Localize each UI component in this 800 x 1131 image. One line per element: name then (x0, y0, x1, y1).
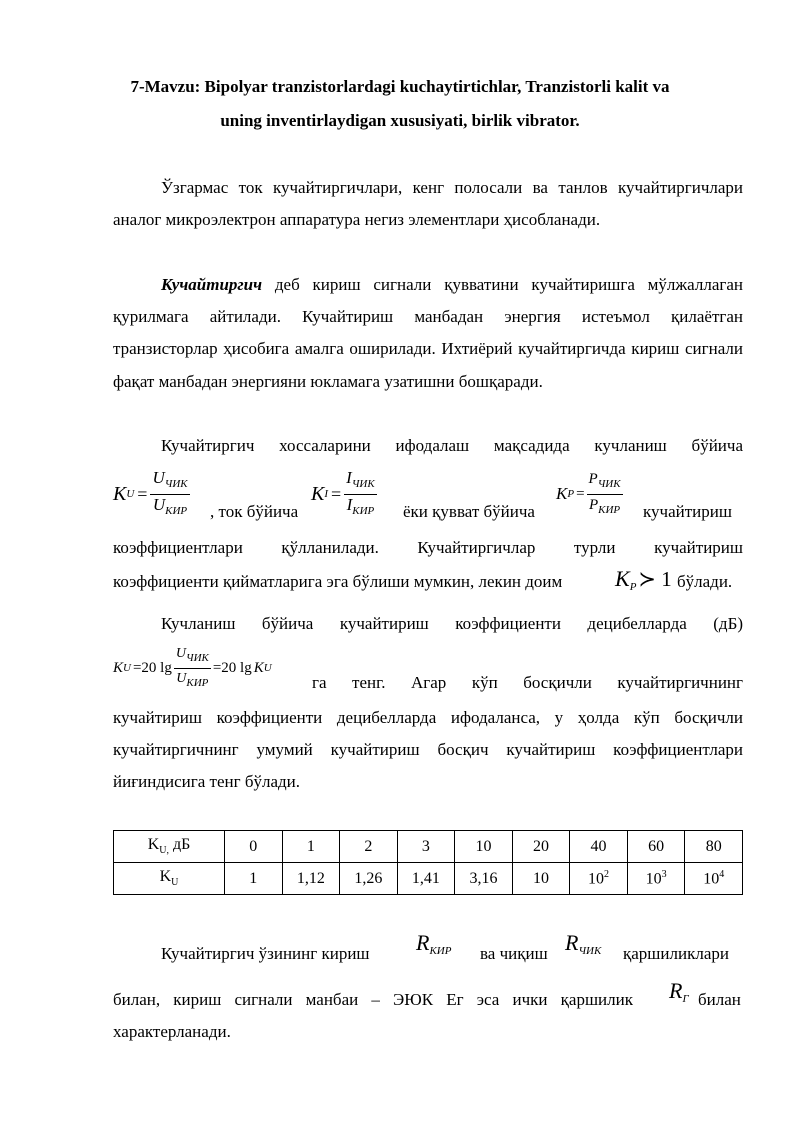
paragraph-5-line-2-text: билан, кириш сигнали манбаи – ЭЮК Ег эса ички қаршилик (113, 990, 633, 1009)
gain-formulas-line (113, 466, 743, 530)
table-cell (570, 863, 628, 895)
kp-greater-one (615, 566, 672, 593)
formula-r: R (416, 930, 430, 955)
after-ki-text: ёки қувват бўйича (403, 502, 535, 521)
paragraph-3-line-4-end: бўлади. (677, 572, 733, 591)
table-cell: 10 (512, 863, 570, 895)
table-header-sub: U (171, 877, 179, 889)
formula-sub-out: ЧИК (164, 477, 188, 490)
paragraph-5-line-2 (113, 978, 743, 1014)
formula-sub-g: Г (682, 993, 689, 1005)
formula-u: U (175, 645, 186, 661)
after-db-formula-text: га тенг. Агар кўп босқичли кучайтиргичнинг (312, 673, 743, 692)
formula-sub-in: КИР (598, 503, 621, 516)
db-fraction (174, 644, 211, 693)
formula-eq: = (331, 483, 342, 504)
table-cell (685, 863, 743, 895)
paragraph-3-line-1 (113, 430, 743, 462)
table-header-k: K (159, 868, 172, 886)
power-exponent: 4 (719, 868, 725, 880)
formula-r: R (565, 930, 579, 955)
formula-sub: U (126, 488, 135, 500)
formula-k: K (113, 659, 124, 676)
table-cell: 80 (685, 831, 743, 863)
formula-r: R (669, 978, 683, 1003)
paragraph-1 (113, 172, 743, 236)
power-gain-formula (556, 466, 623, 522)
table-header-db (114, 831, 225, 863)
formula-sub-in: КИР (352, 504, 375, 517)
table-header-unit: дБ (168, 836, 191, 854)
power-exponent: 2 (604, 868, 610, 880)
paragraph-1-text: Ўзгармас ток кучайтиргичлари, кенг полосали ва танлов кучайтиргичлари аналог микроэлектрон аппаратура негиз элементлари ҳисобланади. (113, 178, 743, 230)
paragraph-2 (113, 269, 743, 398)
formula-k: K (311, 482, 325, 505)
formula-p: P (588, 470, 598, 487)
paragraph-5-text-c: қаршиликлари (623, 944, 729, 963)
formula-sub-out: ЧИК (351, 477, 375, 490)
formula-20lg: =20 lg (212, 659, 252, 676)
db-formula-line (113, 640, 743, 698)
formula-p: P (588, 496, 599, 513)
table-cell: 1,41 (397, 863, 455, 895)
formula-sub-in: КИР (429, 945, 452, 957)
table-header-sub: U, (159, 845, 169, 857)
formula-sub: U (123, 662, 131, 674)
table-cell: 2 (340, 831, 398, 863)
table-cell: 1 (282, 831, 340, 863)
table-cell: 40 (570, 831, 628, 863)
table-cell: 1,12 (282, 863, 340, 895)
amplifier-term: Кучайтиргич (161, 275, 263, 294)
title-line-1: 7-Mavzu: Bipolyar tranzistorlardagi kuchaytirtichlar, Tranzistorli kalit va (130, 77, 670, 96)
paragraph-5-text-a: Кучайтиргич ўзининг кириш (161, 944, 370, 963)
table-cell: 60 (627, 831, 685, 863)
paragraph-4-rest (113, 702, 743, 799)
formula-sub: I (324, 488, 329, 500)
db-gain-formula (113, 640, 272, 696)
power-base: 10 (703, 870, 720, 888)
formula-sub-in: КИР (186, 676, 209, 689)
table-cell: 10 (455, 831, 513, 863)
paragraph-5-line-1 (113, 930, 743, 970)
paragraph-3-line-4 (113, 566, 743, 598)
formula-eq: = (576, 485, 585, 502)
r-out-symbol (565, 930, 601, 957)
paragraph-5-text-b: ва чиқиш (480, 944, 548, 963)
after-ku-text: , ток бўйича (210, 502, 299, 521)
r-in-symbol (416, 930, 451, 957)
paragraph-3-line-3 (113, 532, 743, 564)
power-exponent: 3 (661, 868, 667, 880)
paragraph-3-line-1-text: Кучайтиргич хоссаларини ифодалаш мақсадида кучланиш бўйича (161, 436, 743, 455)
current-gain-formula (311, 466, 377, 522)
title-line-2: uning inventirlaydigan xususiyati, birlik vibrator. (220, 111, 580, 130)
formula-sub: P (629, 581, 637, 593)
formula-sub: U (263, 662, 272, 674)
page-title (100, 70, 700, 138)
paragraph-2-text: деб кириш сигнали қувватини кучайтиришга мўлжаллаган қурилмага айтилади. Кучайтириш манбадан энергия истеъмол қилаётган транзисторлар ҳисобига амалга оширилади. Ихтиёрий кучайтиргичда кириш сигнали фақат манбадан энергияни юкламага узатишни бошқаради. (113, 275, 743, 391)
gain-db-table (113, 830, 743, 895)
table-cell: 1 (225, 863, 283, 895)
current-fraction (344, 468, 377, 521)
table-row-ku (114, 863, 743, 895)
table-cell: 1,26 (340, 863, 398, 895)
table-cell: 20 (512, 831, 570, 863)
power-base: 10 (645, 870, 662, 888)
formula-sub-out: ЧИК (185, 651, 209, 664)
formula-k: K (253, 659, 264, 676)
formula-sub-in: КИР (165, 504, 188, 517)
paragraph-5-line-2-end: билан (698, 990, 741, 1009)
paragraph-4-line-1 (113, 608, 743, 640)
formula-sub: P (567, 488, 575, 500)
power-base: 10 (588, 870, 605, 888)
formula-u: U (152, 494, 166, 514)
table-cell: 3,16 (455, 863, 513, 895)
formula-gt-one: ≻ 1 (638, 567, 672, 591)
formula-i: I (346, 494, 353, 514)
paragraph-4-rest-text: кучайтириш коэффициенти децибелларда ифодаланса, у ҳолда кўп босқичли кучайтиргичнинг умумий кучайтириш босқич кучайтириш коэффициентлари йиғиндисига тенг бўлади. (113, 708, 743, 792)
after-kp-text: кучайтириш (643, 502, 732, 521)
power-fraction (587, 469, 623, 520)
formula-u: U (152, 467, 165, 487)
table-header-ku (114, 863, 225, 895)
table-cell (627, 863, 685, 895)
formula-k: K (556, 484, 568, 503)
paragraph-5-line-3 (113, 1022, 743, 1042)
formula-k: K (615, 566, 630, 591)
paragraph-4-line-1-text: Кучланиш бўйича кучайтириш коэффициенти децибелларда (дБ) (161, 614, 743, 633)
paragraph-5-line-3-text: характерланади. (113, 1022, 231, 1041)
formula-i: I (346, 467, 352, 487)
formula-u: U (176, 670, 187, 686)
paragraph-3-line-3-text: коэффициентлари қўлланилади. Кучайтиргичлар турли кучайтириш (113, 538, 743, 557)
formula-sub-out: ЧИК (578, 945, 602, 957)
paragraph-3-line-4-text: коэффициенти қийматларига эга бўлиши мумкин, лекин доим (113, 572, 563, 591)
formula-eq: = (137, 483, 148, 504)
formula-20lg: =20 lg (132, 659, 172, 676)
table-header-k: K (147, 836, 160, 854)
r-g-symbol (669, 978, 689, 1005)
table-row-db (114, 831, 743, 863)
voltage-gain-formula (113, 466, 190, 522)
voltage-fraction (150, 468, 189, 521)
table-cell: 3 (397, 831, 455, 863)
formula-sub-out: ЧИК (597, 477, 621, 490)
table-cell: 0 (225, 831, 283, 863)
formula-k: K (113, 482, 127, 505)
